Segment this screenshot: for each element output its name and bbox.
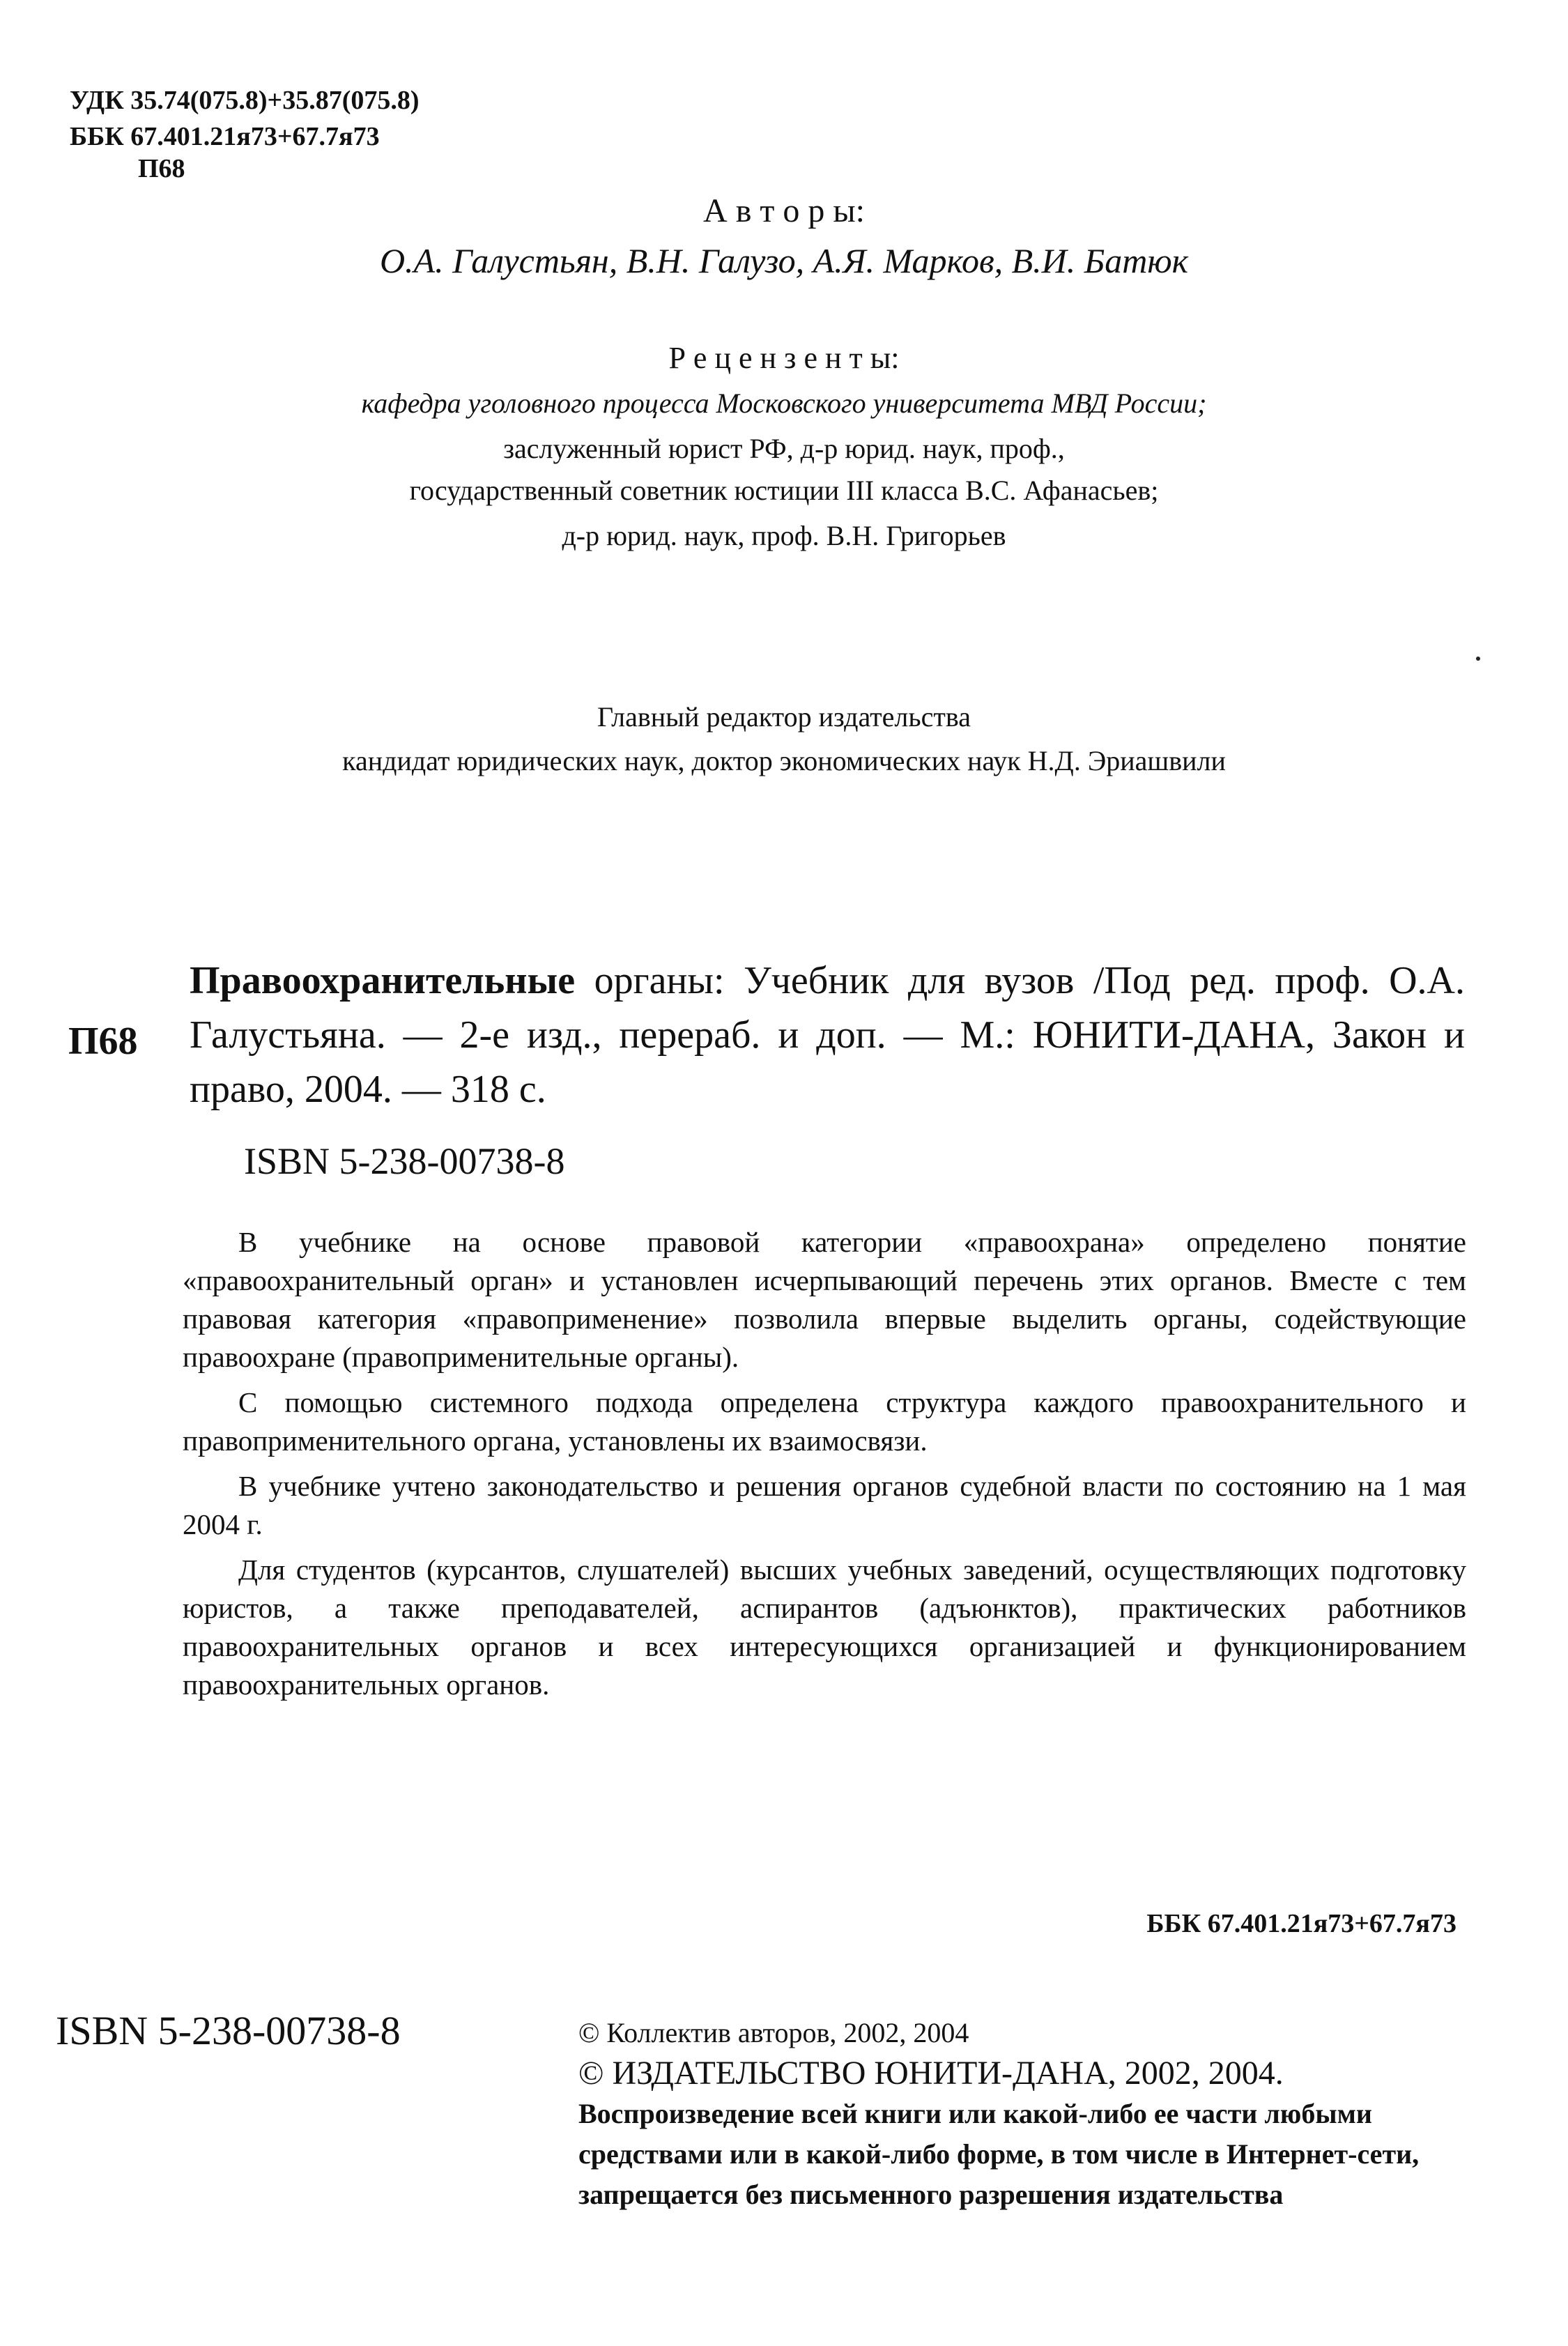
bibliographic-code: П68 — [68, 1020, 138, 1063]
reviewers-heading: Р е ц е н з е н т ы: — [668, 341, 900, 375]
udk-code: УДК 35.74(075.8)+35.87(075.8) — [70, 86, 420, 115]
author-mark-code: П68 — [138, 154, 185, 183]
abstract-paragraph: Для студентов (курсантов, слушателей) высших учебных заведений, осуществляющих подготовку юристов, а также преподавателей, аспирантов (адъюнктов), практических работников правоохранительных органов и всех интересующихся организацией и функционированием правоохранительных органов. — [183, 1554, 1466, 1701]
abstract-paragraph: В учебнике учтено законодательство и решения органов судебной власти по состоянию на 1 мая 2004 г. — [183, 1470, 1466, 1540]
rights-notice: Воспроизведение всей книги или какой-либо ее части любыми средствами или в какой-либо форме, в том числе в Интернет-сети, запрещается без письменного разрешения издательства — [578, 2098, 1420, 2210]
scan-dot — [1476, 657, 1480, 661]
editor-credentials: кандидат юридических наук, доктор экономических наук Н.Д. Эриашвили — [342, 745, 1226, 776]
classification-block — [70, 82, 420, 155]
reviewer-line: заслуженный юрист РФ, д-р юрид. наук, проф., — [503, 433, 1065, 464]
bbk-code: ББК 67.401.21я73+67.7я73 — [70, 122, 380, 151]
copyright-publisher: © ИЗДАТЕЛЬСТВО ЮНИТИ-ДАНА, 2002, 2004. — [578, 2055, 1284, 2092]
isbn-main: ISBN 5-238-00738-8 — [244, 1140, 565, 1182]
abstract-paragraph: С помощью системного подхода определена структура каждого правоохранительного и правоприменительного органа, установлены их взаимосвязи. — [183, 1386, 1466, 1457]
bibliographic-record — [190, 953, 1465, 1117]
reviewer-line: кафедра уголовного процесса Московского университета МВД России; — [361, 388, 1207, 419]
copyright-authors: © Коллектив авторов, 2002, 2004 — [578, 2017, 969, 2048]
reviewer-line: государственный советник юстиции III класса В.С. Афанасьев; — [409, 475, 1159, 506]
abstract — [183, 1223, 1466, 1711]
copyright-block — [578, 2013, 1484, 2215]
editor-title: Главный редактор издательства — [597, 701, 971, 733]
reviewer-line: д-р юрид. наук, проф. В.Н. Григорьев — [562, 520, 1006, 551]
isbn-footer: ISBN 5-238-00738-8 — [56, 2008, 401, 2053]
bibliographic-details: органы: Учебник для вузов /Под ред. проф. О.А. Галустьяна. — 2-е изд., перераб. и доп. — М.: ЮНИТИ-ДАНА, Закон и право, 2004. — 318 с. — [190, 959, 1465, 1111]
abstract-paragraph: В учебнике на основе правовой категории «правоохрана» определено понятие «правоохранительный орган» и установлен исчерпывающий перечень этих органов. Вместе с тем правовая категория «правоприменение» позволила впервые выделить органы, содействующие правоохране (правоприменительные органы). — [183, 1226, 1466, 1373]
bbk-bottom: ББК 67.401.21я73+67.7я73 — [1146, 1909, 1456, 1938]
authors-names: О.А. Галустьян, В.Н. Галузо, А.Я. Марков, В.И. Батюк — [379, 241, 1189, 280]
book-title-bold: Правоохранительные — [190, 959, 576, 1002]
authors-heading: А в т о р ы: — [703, 192, 865, 229]
